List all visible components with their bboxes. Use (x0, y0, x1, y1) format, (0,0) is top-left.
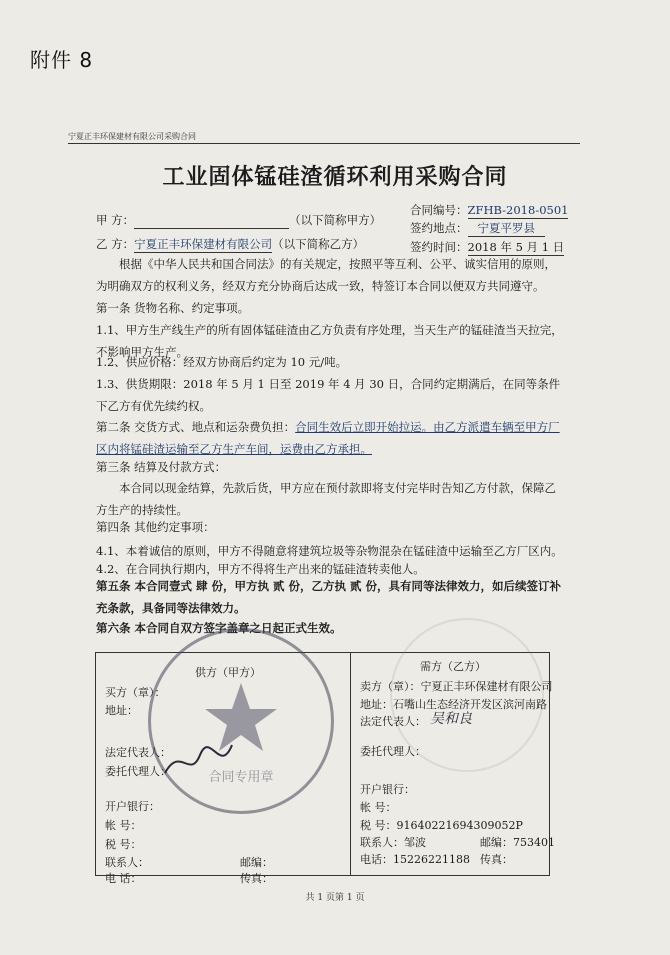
article-1-3: 1.3、供货期限：2018 年 5 月 1 日至 2019 年 4 月 30 日，合同约定期满后，在同等条件下乙方有优先续约权。 (96, 377, 561, 413)
page-footer: 共 1 页第 1 页 (305, 893, 365, 903)
annex-label: 附件 8 (30, 48, 94, 72)
right-agent-field: 委托代理人： (360, 745, 426, 758)
party-b-row: 乙 方：宁夏正丰环保建材有限公司（以下简称乙方） (96, 237, 365, 251)
seal-sub-text: 合同专用章 (208, 770, 274, 785)
sign-date-row: 签约时间：2018 年 5 月 1 日 (410, 240, 565, 254)
article-3-title: 第三条 结算及付款方式： (96, 460, 227, 474)
right-seller-field: 卖方（章）：宁夏正丰环保建材有限公司 (360, 680, 553, 693)
right-address-field: 地址：石嘴山生态经济开发区滨河南路 (360, 698, 547, 711)
party-b-name: 宁夏正丰环保建材有限公司 (134, 237, 273, 251)
article-2-body: 合同生效后立即开始拉运。由乙方派遣车辆至甲方厂区内将锰硅渣运输至乙方生产车间，运费由乙方承担。 (96, 420, 560, 456)
buyer-header: 需方（乙方） (420, 660, 486, 673)
header-divider (68, 143, 580, 144)
article-3-body: 本合同以现金结算，先款后货，甲方应在预付款即将支付完毕时告知乙方付款，保障乙方生产的持续性。 (96, 481, 556, 517)
header-company: 宁夏正丰环保建材有限公司采购合同 (68, 132, 196, 141)
right-legal-rep-field: 法定代表人： (360, 715, 426, 728)
legal-rep-signature: 吴和良 (430, 711, 472, 727)
intro-paragraph: 根据《中华人民共和国合同法》的有关规定，按照平等互利、公平、诚实信用的原则，为明确双方的权利义务，经双方充分协商后达成一致，特签订本合同以便双方共同遵守。 (96, 257, 556, 293)
sign-date: 2018 年 5 月 1 日 (467, 240, 565, 254)
company-seal (148, 628, 334, 814)
right-contact-field: 联系人：邹波 (360, 836, 426, 849)
left-account-field: 帐 号： (105, 819, 142, 832)
left-agent-field: 委托代理人： (105, 765, 171, 778)
article-6: 第六条 本合同自双方签字盖章之日起正式生效。 (96, 621, 342, 635)
article-1-title: 第一条 货物名称、约定事项。 (96, 301, 250, 315)
sign-place-row: 签约地点： 宁夏平罗县 (410, 221, 545, 237)
left-legal-rep-field: 法定代表人： (105, 746, 171, 759)
right-account-field: 帐 号： (360, 801, 397, 814)
article-1-2: 1.2、供应价格：经双方协商后约定为 10 元/吨。 (96, 355, 348, 369)
contract-no-row: 合同编号：ZFHB-2018-0501 (410, 203, 569, 217)
article-5: 第五条 本合同壹式 肆 份，甲方执 贰 份，乙方执 贰 份，具有同等法律效力，如后续签订补充条款，具备同等法律效力。 (96, 579, 562, 615)
left-bank-field: 开户银行： (105, 800, 160, 813)
left-fax-field: 传真： (240, 872, 273, 885)
sign-place: 宁夏平罗县 (468, 221, 546, 237)
article-4-2: 4.2、在合同执行期内，甲方不得将生产出来的锰硅渣转卖他人。 (96, 562, 425, 576)
right-tax-field: 税 号：91640221694309052P (360, 819, 523, 832)
left-postcode-field: 邮编： (240, 856, 273, 869)
right-phone-field: 电话：15226221188 (360, 853, 470, 866)
supplier-signature-mark (160, 735, 240, 785)
left-tax-field: 税 号： (105, 838, 142, 851)
left-address-field: 地址： (105, 704, 138, 717)
left-buyer-field: 买方（章）： (105, 686, 166, 699)
right-postcode-field: 邮编：753401 (480, 836, 555, 849)
left-contact-field: 联系人： (105, 856, 149, 869)
right-fax-field: 传真： (480, 853, 513, 866)
article-2: 第二条 交货方式、地点和运杂费负担：合同生效后立即开始拉运。由乙方派遣车辆至甲方厂区内将锰硅渣运输至乙方生产车间，运费由乙方承担。 (96, 420, 560, 456)
article-4-title: 第四条 其他约定事项： (96, 520, 215, 534)
party-a-row: 甲 方： （以下简称甲方） (96, 213, 382, 227)
signature-table-divider (350, 652, 351, 876)
party-a-blank (134, 213, 289, 229)
contract-no: ZFHB-2018-0501 (467, 203, 569, 217)
right-bank-field: 开户银行： (360, 783, 415, 796)
left-phone-field: 电 话： (105, 872, 142, 885)
document-title: 工业固体锰硅渣循环利用采购合同 (162, 164, 508, 190)
article-4-1: 4.1、本着诚信的原则，甲方不得随意将建筑垃圾等杂物混杂在锰硅渣中运输至乙方厂区内。 (96, 544, 563, 558)
supplier-header: 供方（甲方） (195, 666, 261, 679)
article-1-1: 1.1、甲方生产线生产的所有固体锰硅渣由乙方负责有序处理，当天生产的锰硅渣当天拉完，不影响甲方生产。 (96, 323, 563, 359)
